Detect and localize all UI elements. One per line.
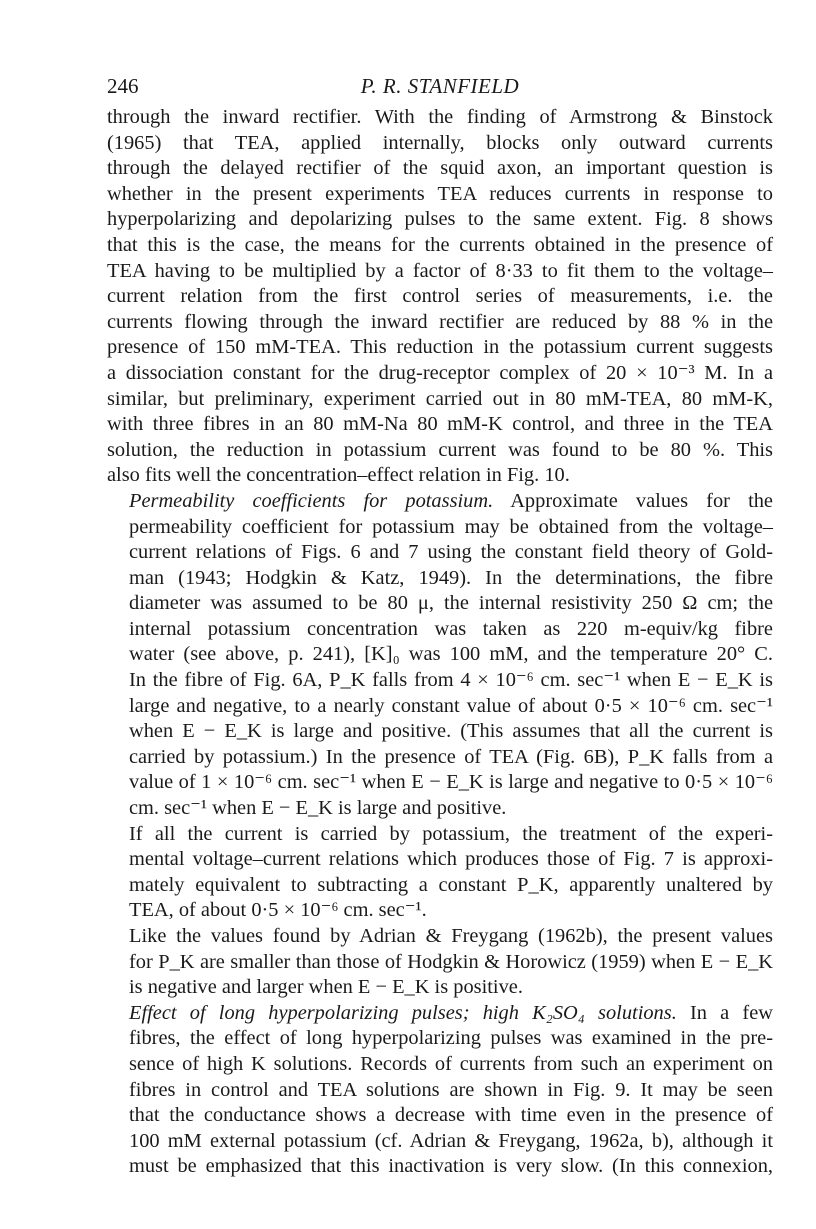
- text-line: for P_K are smaller than those of Hodgkin & Horowicz (1959) when E − E_K: [129, 950, 773, 973]
- text-line: large and negative, to a nearly constant value of about 0·5 × 10⁻⁶ cm. sec⁻¹: [129, 694, 773, 717]
- text-line: hyperpolarizing and depolarizing pulses to the same extent. Fig. 8 shows: [107, 208, 773, 231]
- text-line: is negative and larger when E − E_K is positive.: [129, 976, 523, 999]
- text-line: [107, 489, 773, 515]
- text-line: mately equivalent to subtracting a constant P_K, apparently unaltered by: [129, 873, 773, 896]
- text-line: must be emphasized that this inactivation is very slow. (In this connexion,: [129, 1155, 773, 1178]
- text-line: similar, but preliminary, experiment carried out in 80 mM-TEA, 80 mM-K,: [107, 387, 773, 410]
- text-line: TEA, of about 0·5 × 10⁻⁶ cm. sec⁻¹.: [129, 899, 427, 922]
- text-line: current relation from the first control series of measurements, i.e. the: [107, 285, 773, 308]
- text-line: solution, the reduction in potassium current was found to be 80 %. This: [107, 438, 773, 461]
- text-line: that the conductance shows a decrease with time even in the presence of: [129, 1104, 773, 1127]
- text-line: If all the current is carried by potassium, the treatment of the experi-: [129, 822, 773, 845]
- paragraph-long-pulses: [107, 1001, 773, 1180]
- body-text: [107, 105, 773, 1180]
- text-line: with three fibres in an 80 mM-Na 80 mM-K control, and three in the TEA: [107, 413, 773, 436]
- page-number: 246: [107, 74, 139, 98]
- text-line: sence of high K solutions. Records of currents from such an experiment on: [129, 1052, 773, 1075]
- paragraph-tea-effect: [107, 105, 773, 489]
- text-line: that this is the case, the means for the currents obtained in the presence of: [107, 233, 773, 256]
- paragraph-permeability: [107, 489, 773, 822]
- text-line: internal potassium concentration was taken as 220 m-equiv/kg fibre: [129, 617, 773, 640]
- text-fragment: Approximate values for the: [493, 489, 773, 512]
- text-line: In the fibre of Fig. 6A, P_K falls from 4 × 10⁻⁶ cm. sec⁻¹ when E − E_K is: [129, 669, 773, 692]
- text-fragment: In a few: [676, 1001, 773, 1024]
- text-line: diameter was assumed to be 80 μ, the internal resistivity 250 Ω cm; the: [129, 592, 773, 615]
- text-line: whether in the present experiments TEA reduces currents in response to: [107, 182, 773, 205]
- page-header: [107, 74, 773, 104]
- paragraph-comparison: [107, 924, 773, 1001]
- section-heading: Permeability coefficients for potassium.: [129, 489, 494, 512]
- text-line: presence of 150 mM-TEA. This reduction in the potassium current suggests: [107, 336, 773, 359]
- text-line: current relations of Figs. 6 and 7 using the constant field theory of Gold-: [129, 541, 773, 564]
- text-line: water (see above, p. 241), [K]₀ was 100 mM, and the temperature 20° C.: [129, 643, 773, 666]
- text-line: TEA having to be multiplied by a factor of 8·33 to fit them to the voltage–: [107, 259, 773, 282]
- text-line: through the delayed rectifier of the squid axon, an important question is: [107, 157, 773, 180]
- paragraph-constant-pk: [107, 822, 773, 924]
- text-line: when E − E_K is large and positive. (This assumes that all the current is: [129, 720, 773, 743]
- text-line: carried by potassium.) In the presence of TEA (Fig. 6B), P_K falls from a: [129, 745, 773, 768]
- text-line: fibres in control and TEA solutions are shown in Fig. 9. It may be seen: [129, 1078, 773, 1101]
- text-line: Like the values found by Adrian & Freygang (1962b), the present values: [129, 925, 773, 947]
- text-line: value of 1 × 10⁻⁶ cm. sec⁻¹ when E − E_K is large and negative to 0·5 × 10⁻⁶: [129, 771, 773, 794]
- text-line: currents flowing through the inward rectifier are reduced by 88 % in the: [107, 310, 773, 333]
- text-line: fibres, the effect of long hyperpolarizing pulses was examined in the pre-: [129, 1027, 773, 1050]
- text-line: (1965) that TEA, applied internally, blocks only outward currents: [107, 131, 773, 154]
- text-line: through the inward rectifier. With the finding of Armstrong & Binstock: [107, 106, 773, 128]
- text-line: 100 mM external potassium (cf. Adrian & Freygang, 1962a, b), although it: [129, 1129, 773, 1152]
- text-line: mental voltage–current relations which produces those of Fig. 7 is approxi-: [129, 848, 773, 871]
- section-heading: Effect of long hyperpolarizing pulses; high K₂SO₄ solutions.: [129, 1001, 677, 1024]
- text-line: also fits well the concentration–effect relation in Fig. 10.: [107, 464, 570, 487]
- text-line: a dissociation constant for the drug-receptor complex of 20 × 10⁻³ M. In a: [107, 361, 773, 384]
- text-line: permeability coefficient for potassium may be obtained from the voltage–: [129, 515, 773, 538]
- text-line: [107, 1001, 773, 1027]
- text-line: man (1943; Hodgkin & Katz, 1949). In the determinations, the fibre: [129, 566, 773, 589]
- running-head: P. R. STANFIELD: [360, 74, 520, 98]
- text-line: cm. sec⁻¹ when E − E_K is large and positive.: [129, 797, 507, 820]
